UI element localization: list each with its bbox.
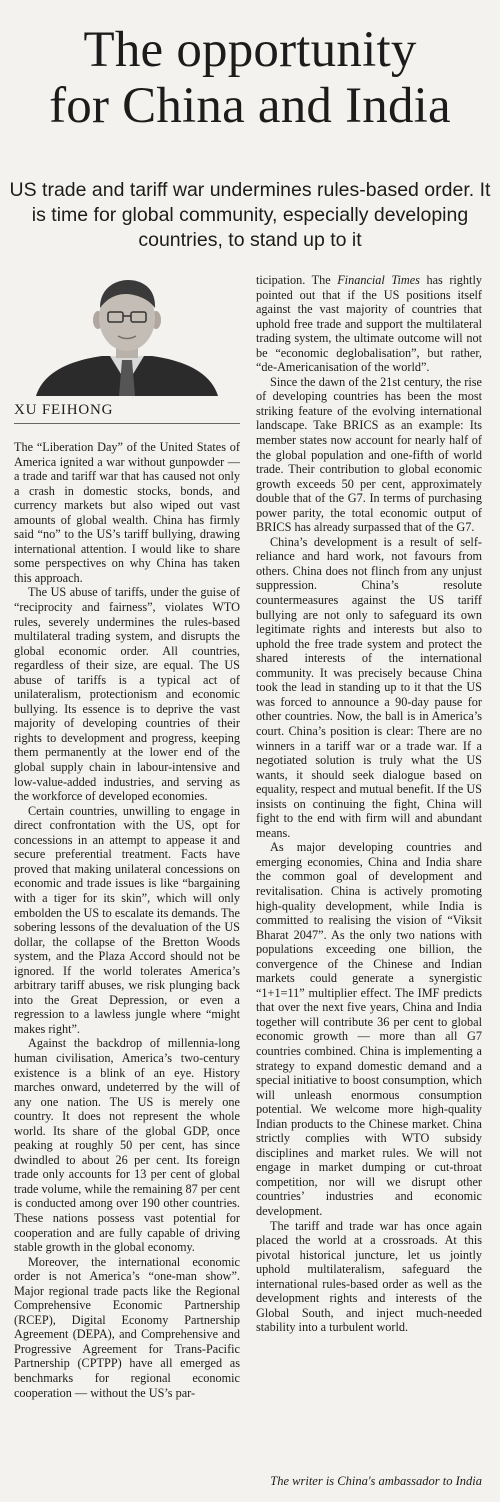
paragraph: As major developing countries and emerging economies, China and India share the common goal of development and revitalisation. China is actively promoting high-quality development, while India is committed to realising the vision of “Viksit Bharat 2047”. As the only two nations with populations exceeding one billion, the convergence of the Chinese and Indian markets could generate a synergistic “1+1=11” multiplier effect. The IMF predicts that over the next five years, China and India together will contribute 36 per cent to global economic growth — more than all G7 countries combined. China is implementing a strategy to expand domestic demand and a special initiative to boost consumption, which will unleash enormous consumption potential. We welcome more high-quality Indian products to the Chinese market. China strictly complies with WTO subsidy disciplines and market rules. We will not engage in market dumping or cut-throat competition, nor will we disrupt other countries’ industries and economic development. [256,840,482,1218]
publication-name: Financial Times [337,273,420,287]
headline [0,22,500,134]
paragraph: Against the backdrop of millennia-long human civilisation, America’s two-century existence is a blink of an eye. History marches onward, undeterred by the will of any one nation. The US is merely one country. It does not represent the whole world. Its share of the global GDP, once peaking at roughly 50 per cent, has since dwindled to about 26 per cent. Its foreign trade only accounts for 13 per cent of global trade volume, while the remaining 87 per cent is conducted among over 190 other countries. These nations possess vast potential for cooperation and are fully capable of driving stable growth in the global economy. [14,1036,240,1255]
author-photo [14,272,240,396]
standfirst: US trade and tariff war undermines rules-based order. It is time for global community, especially developing countries, to stand up to it [9,179,491,251]
paragraph: The “Liberation Day” of the United States of America ignited a war without gunpowder — a trade and tariff war that has caused not only a crash in domestic stocks, bonds, and currency markets but also wiped out vast amounts of global wealth. China has firmly said “no” to the US’s tariff bullying, drawing international attention. I would like to share some perspectives on why China has taken this approach. [14,440,240,585]
text-run: has rightly pointed out that if the US positions itself against the vast majority of countries that uphold free trade and support the multilateral trading system, the ultimate outcome will not be “economic deglobalisation”, but rather, “de-Americanisation of the world”. [256,273,482,375]
headline-line-1: The opportunity [83,22,417,78]
author-note: The writer is China's ambassador to India [270,1474,482,1488]
paragraph: The tariff and trade war has once again placed the world at a crossroads. At this pivotal historical juncture, let us jointly uphold multilateralism, safeguard the international rules-based order as well as the development rights and interests of the Global South, and inject much-needed stability into a turbulent world. [256,1218,482,1335]
right-column [256,273,482,1335]
paragraph: China’s development is a result of self-reliance and hard work, not favours from others. China does not flinch from any unjust suppression. China’s resolute countermeasures against the US tariff bullying are not only to safeguard its own legitimate rights and interests but also to uphold the free trade system and protect the shared interests of the international community. It was precisely because China took the lead in standing up to it that the US was forced to announce a 90-day pause for other countries. Now, the ball is in America’s court. China’s position is clear: There are no winners in a tariff war or a trade war. If a negotiated solution is truly what the US wants, it should seek dialogue based on equality, respect and mutual benefit. If the US insists on continuing the fight, China will fight to the end with firm will and abundant means. [256,534,482,840]
paragraph: Certain countries, unwilling to engage in direct confrontation with the US, opt for concessions in an attempt to appease it and secure preferential treatment. Facts have proved that making unilateral concessions on economic and trade issues is like “bargaining with a tiger for its skin”, which will only embolden the US to escalate its demands. The sobering lessons of the devaluation of the US dollar, the collapse of the Bretton Woods system, and the Plaza Accord should not be ignored. If the world tolerates America’s arbitrary tariff abuses, we risk plunging back into the Great Depression, or even a regression to a lawless jungle where “might makes right”. [14,803,240,1036]
left-column [14,440,240,1400]
headline-line-2: for China and India [49,78,451,134]
text-run: ticipation. The [256,273,338,287]
paragraph: Since the dawn of the 21st century, the rise of developing countries has been the most striking feature of the evolving international landscape. Take BRICS as an example: Its member states now account for nearly half of the global population and one-fifth of world trade. Their contribution to global economic growth exceeds 50 per cent, approximately double that of the G7. In terms of purchasing power parity, the total economic output of BRICS has already surpassed that of the G7. [256,374,482,535]
paragraph: The US abuse of tariffs, under the guise of “reciprocity and fairness”, violates WTO rules, severely undermines the rules-based multilateral trading system, and disrupts the global economic order. All countries, regardless of their size, are equal. The US abuse of tariffs is a typical act of unilateralism, protectionism and economic bullying. Its essence is to deprive the vast majority of developing countries of their rights to development and progress, keeping them permanently at the lower end of the global supply chain in labour-intensive and low-value-added industries, and serving as the workforce of developed economies. [14,585,240,804]
author-byline: XU FEIHONG [14,402,240,424]
paragraph: Moreover, the international economic order is not America’s “one-man show”. Major regional trade pacts like the Regional Comprehensive Economic Partnership (RCEP), Digital Economy Partnership Agreement (DEPA), and Comprehensive and Progressive Agreement for Trans-Pacific Partnership (CPTPP) have all emerged as benchmarks for regional economic cooperation — without the US’s par- [14,1254,240,1400]
author-portrait-illustration [14,272,240,396]
paragraph-continued [256,273,482,375]
